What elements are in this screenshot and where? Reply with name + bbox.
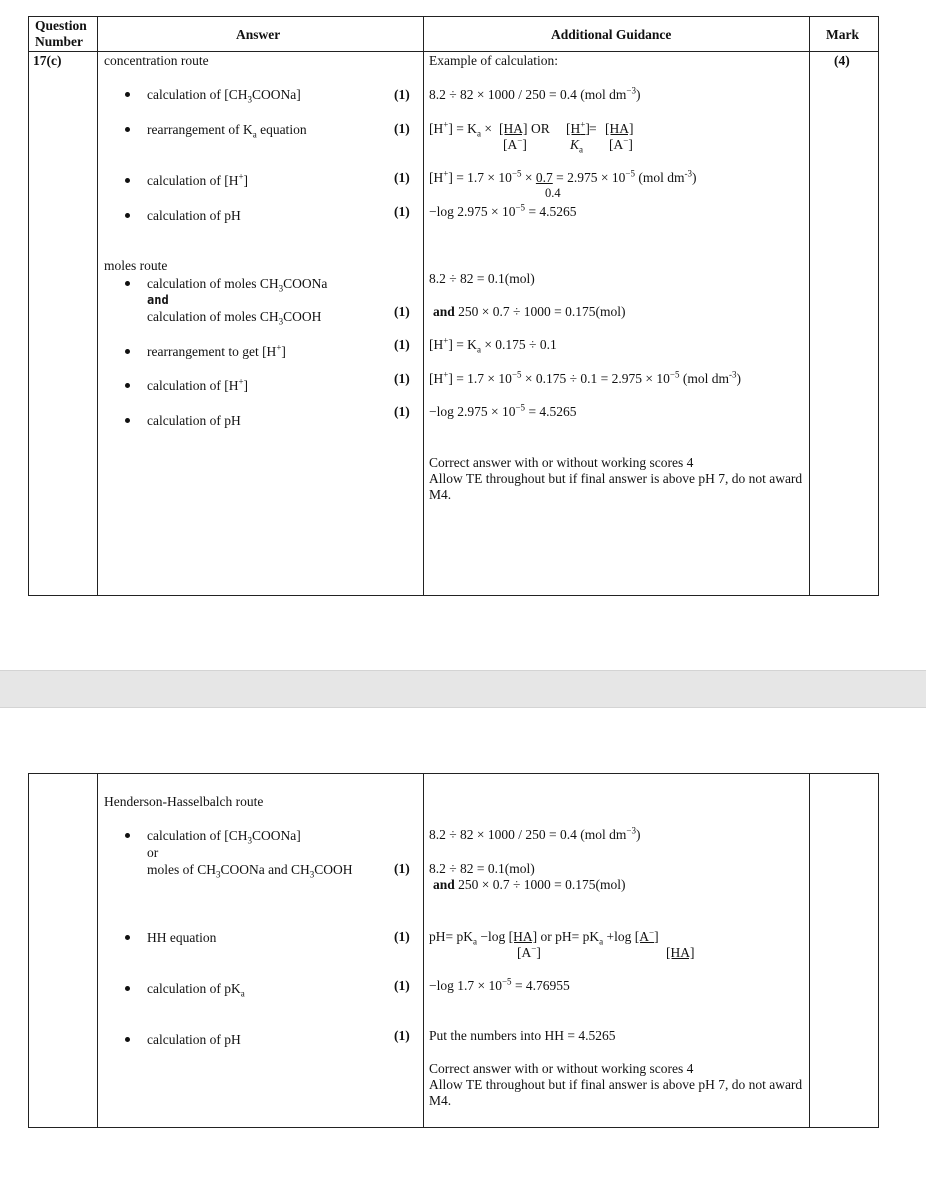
bullet-icon: [125, 281, 130, 286]
example-label: Example of calculation:: [429, 53, 558, 68]
guidance-equals: =: [589, 121, 597, 136]
guidance-line: $[H^+] = 1.7 \times 10^{-5} \times 0.7 = 2.975 \times 10^{-5}$ (mol $dm^{-3}$): [429, 168, 697, 185]
guidance-equation: $pH= pK_a -\log$ [HA] or $pH= pK_a +\log$ [A−]: [429, 927, 659, 947]
fraction-denominator: [A−]: [609, 135, 633, 152]
answer-item: calculation of $[CH_3COONa]$: [147, 87, 301, 105]
guidance-line: 8.2 ÷ 82 = 0.1(mol): [429, 271, 535, 286]
guidance-line: $[H^+] = K_a \times 0.175 \div 0.1$: [429, 335, 557, 355]
guidance-line: 8.2 ÷ 82 × 1000 / 250 = 0.4 (mol $dm^{-3}$): [429, 85, 641, 102]
item-mark: (1): [394, 1028, 410, 1043]
fraction-denominator: [A−]: [503, 135, 527, 152]
fraction-numerator: [HA]: [605, 121, 634, 136]
fraction-denominator: $K_a$: [570, 137, 584, 155]
answer-item: calculation of pH: [147, 208, 241, 223]
item-mark: (1): [394, 121, 410, 136]
bullet-icon: [125, 833, 130, 838]
fraction-denominator: [HA]: [666, 945, 695, 960]
fraction-denominator: 0.4: [545, 186, 561, 200]
guidance-line: and 250 × 0.7 ÷ 1000 = 0.175(mol): [433, 304, 626, 319]
item-mark: (1): [394, 929, 410, 944]
guidance-line: $[H^+] = 1.7 \times 10^{-5} \times 0.175 \div 0.1 = 2.975 \times 10^{-5}$ (mol $dm^{-3}$): [429, 369, 741, 386]
bullet-icon: [125, 418, 130, 423]
item-mark: (1): [394, 978, 410, 993]
guidance-line: Put the numbers into HH = 4.5265: [429, 1028, 616, 1043]
answer-item: moles of $CH_3COONa$ and $CH_3COOH$: [147, 862, 353, 880]
page-break: [0, 670, 926, 708]
bullet-icon: [125, 383, 130, 388]
answer-item: calculation of pH: [147, 1032, 241, 1047]
item-mark: (1): [394, 204, 410, 219]
header-additional-guidance: Additional Guidance: [551, 27, 672, 42]
answer-item: rearrangement to get [H+]: [147, 342, 286, 359]
bullet-icon: [125, 986, 130, 991]
bullet-icon: [125, 213, 130, 218]
guidance-line: −log $2.975 \times 10^{-5} = 4.5265$: [429, 402, 577, 419]
item-mark: (1): [394, 87, 410, 102]
guidance-line: −log $2.975 \times 10^{-5} = 4.5265$: [429, 202, 577, 219]
header-divider: [28, 51, 879, 52]
answer-item: HH equation: [147, 930, 217, 945]
answer-item: calculation of moles $CH_3COONa$: [147, 276, 328, 294]
question-number: 17(c): [33, 53, 62, 68]
answer-item: calculation of pH: [147, 413, 241, 428]
bullet-icon: [125, 349, 130, 354]
answer-and: and: [147, 293, 169, 307]
bullet-icon: [125, 127, 130, 132]
bullet-icon: [125, 1037, 130, 1042]
item-mark: (1): [394, 337, 410, 352]
bullet-icon: [125, 935, 130, 940]
total-mark: (4): [834, 53, 850, 68]
answer-or: or: [147, 845, 159, 860]
column-divider: [423, 773, 424, 1128]
answer-item: calculation of [H+]: [147, 171, 249, 188]
guidance-note: Correct answer with or without working scores 4: [429, 455, 694, 470]
header-mark: Mark: [826, 27, 859, 42]
column-divider: [423, 16, 424, 596]
answer-item: calculation of $[CH_3COONa]$: [147, 828, 301, 846]
guidance-line: −log $1.7 \times 10^{-5} = 4.76955$: [429, 976, 570, 993]
header-question-number: Question Number: [35, 18, 87, 49]
item-mark: (1): [394, 304, 410, 319]
guidance-line: 8.2 ÷ 82 = 0.1(mol): [429, 861, 535, 876]
item-mark: (1): [394, 404, 410, 419]
fraction-numerator: [HA]: [499, 121, 528, 136]
fraction-denominator: [A−]: [517, 943, 541, 960]
item-mark: (1): [394, 371, 410, 386]
guidance-line: 8.2 ÷ 82 × 1000 / 250 = 0.4 (mol $dm^{-3}$): [429, 825, 641, 842]
guidance-note: Allow TE throughout but if final answer is above pH 7, do not award M4.: [429, 1077, 803, 1108]
column-divider: [97, 16, 98, 596]
concentration-route-heading: concentration route: [104, 53, 209, 68]
column-divider: [809, 16, 810, 596]
bullet-icon: [125, 92, 130, 97]
answer-item: rearrangement of $K_a$ equation: [147, 122, 307, 140]
guidance-equation: $[H^+] = K_a$ ×: [429, 119, 492, 139]
bullet-icon: [125, 178, 130, 183]
column-divider: [809, 773, 810, 1128]
guidance-or: OR: [531, 121, 550, 136]
moles-route-heading: moles route: [104, 258, 168, 273]
answer-item: calculation of moles $CH_3COOH$: [147, 309, 322, 327]
answer-item: calculation of [H+]: [147, 376, 249, 393]
answer-item: calculation of $pK_a$: [147, 981, 245, 999]
guidance-note: Correct answer with or without working scores 4: [429, 1061, 694, 1076]
guidance-line: and 250 × 0.7 ÷ 1000 = 0.175(mol): [433, 877, 626, 892]
guidance-note: Allow TE throughout but if final answer is above pH 7, do not award M4.: [429, 471, 803, 502]
item-mark: (1): [394, 861, 410, 876]
hh-route-heading: Henderson-Hasselbalch route: [104, 794, 264, 809]
column-divider: [97, 773, 98, 1128]
item-mark: (1): [394, 170, 410, 185]
fraction-numerator: [H+]: [566, 119, 590, 136]
header-answer: Answer: [236, 27, 281, 42]
